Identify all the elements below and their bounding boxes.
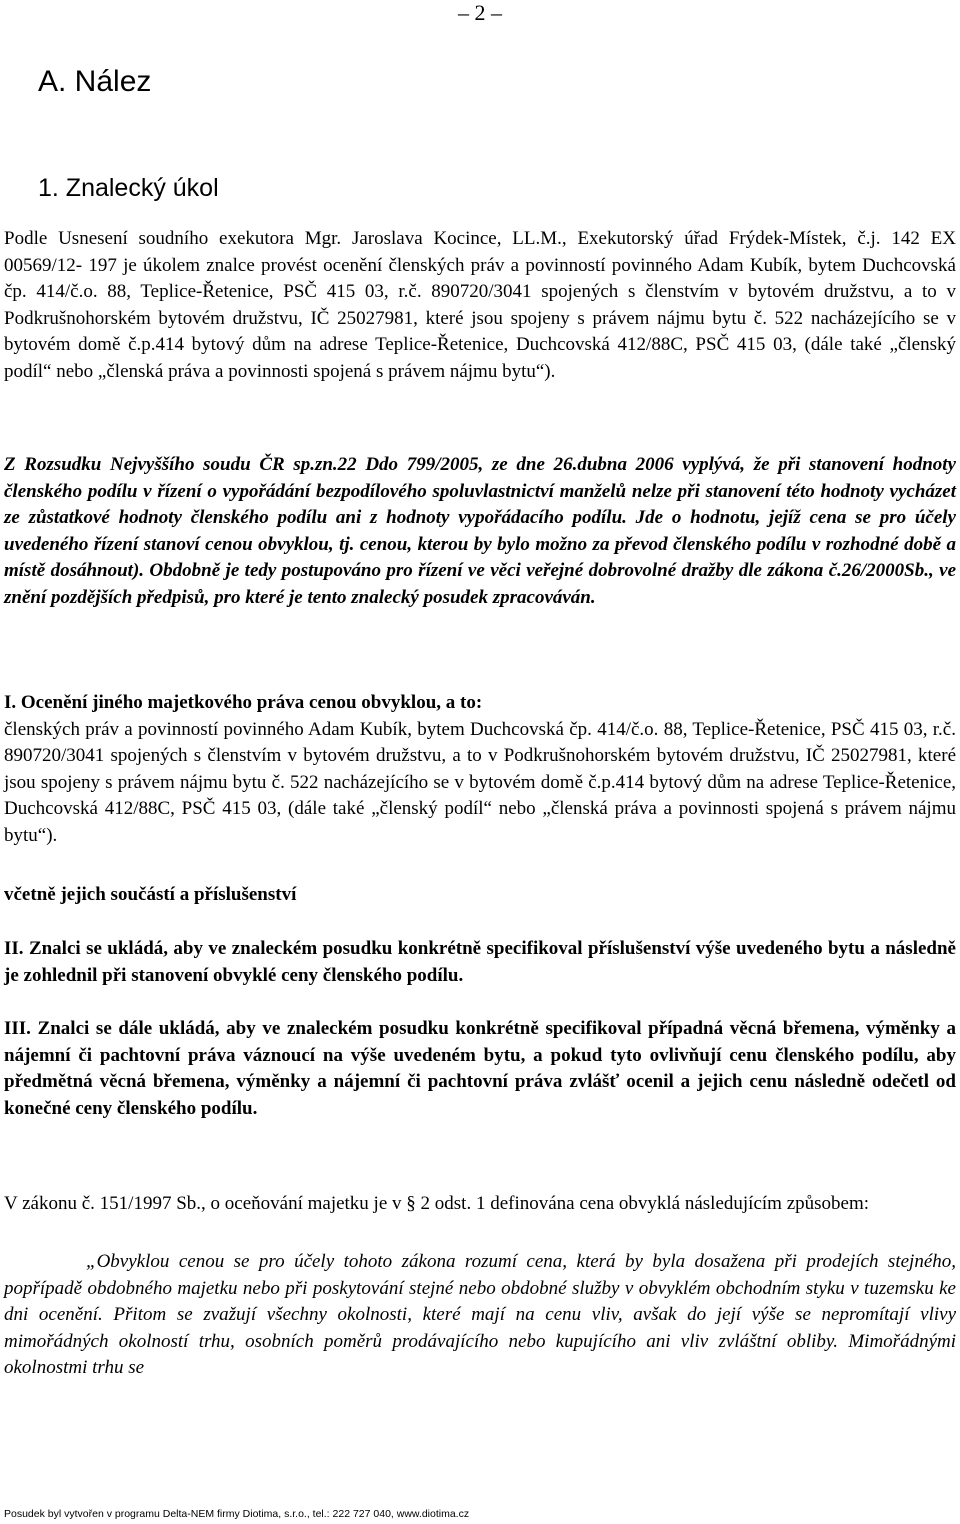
page-number: – 2 –	[458, 0, 502, 25]
task-1-heading: I. Ocenění jiného majetkového práva cenou obvyklou, a to:	[4, 692, 483, 713]
caselaw-paragraph: Z Rozsudku Nejvyššího soudu ČR sp.zn.22 Ddo 799/2005, ze dne 26.dubna 2006 vyplývá, že při stanovení hodnoty členského podílu v řízení o vypořádání bezpodílového spoluvlastnictví manželů nelze při stanovení této hodnoty vycházet ze zůstatkové hodnoty členského podílu ani z hodnoty vypořádacího podílu. Jde o hodnotu, jejíž cena se pro účely uvedeného řízení stanoví cenou obvyklou, tj. cenou, kterou by bylo možno za převod členského podílu v rozhodné době a místě dosáhnout). Obdobně je tedy postupováno pro řízení ve věci veřejné dobrovolné dražby dle zákona č.26/2000Sb., ve znění pozdějších předpisů, pro které je tento znalecký posudek zpracováván.	[4, 454, 956, 608]
task-1-text: členských práv a povinností povinného Adam Kubík, bytem Duchcovská čp. 414/č.o. 88, Teplice-Řetenice, PSČ 415 03, r.č. 890720/3041 spojených s členstvím v bytovém družstvu, a to v Podkrušnohorském bytovém družstvu, IČ 25027981, které jsou spojeny s právem nájmu bytu č. 522 nacházejícího se v bytovém domě č.p.414 bytový dům na adrese Teplice-Řetenice, Duchcovská 412/88C, PSČ 415 03, (dále také „členský podíl“ nebo „členská práva a povinnosti spojená s právem nájmu bytu“).	[4, 718, 956, 846]
law-reference-paragraph: V zákonu č. 151/1997 Sb., o oceňování majetku je v § 2 odst. 1 definována cena obvyklá následujícím způsobem:	[4, 1193, 870, 1214]
intro-paragraph: Podle Usnesení soudního exekutora Mgr. Jaroslava Kocince, LL.M., Exekutorský úřad Frýdek-Místek, č.j. 142 EX 00569/12- 197 je úkolem znalce provést ocenění členských práv a povinností povinného Adam Kubík, bytem Duchcovská čp. 414/č.o. 88, Teplice-Řetenice, PSČ 415 03, r.č. 890720/3041 spojených s členstvím v bytovém družstvu, a to v Podkrušnohorském bytovém družstvu, IČ 25027981, které jsou spojeny s právem nájmu bytu č. 522 nacházejícího se v bytovém domě č.p.414 bytový dům na adrese Teplice-Řetenice, Duchcovská 412/88C, PSČ 415 03, (dále také „členský podíl“ nebo „členská práva a povinnosti spojená s právem nájmu bytu“).	[4, 228, 956, 382]
section-heading: A. Nález	[38, 65, 152, 98]
task-3-paragraph: III. Znalci se dále ukládá, aby ve znaleckém posudku konkrétně specifikoval případná věcná břemena, výměnky a nájemní či pachtovní práva váznoucí na výše uvedeném bytu, a pokud tyto ovlivňují cenu členského podílu, aby předmětná věcná břemena, výměnky a nájemní či pachtovní práva zvlášť ocenil a jejich cenu následně odečetl od konečné ceny členského podílu.	[4, 1018, 956, 1119]
subsection-heading: 1. Znalecký úkol	[38, 174, 219, 202]
law-quote-paragraph: „Obvyklou cenou se pro účely tohoto zákona rozumí cena, která by byla dosažena při prodejích stejného, popřípadě obdobného majetku nebo při poskytování stejné nebo obdobné služby v obvyklém obchodním styku v tuzemsku ke dni ocenění. Přitom se zvažují všechny okolnosti, které mají na cenu vliv, avšak do její výše se nepromítají vlivy mimořádných okolností trhu, osobních poměrů prodávajícího nebo kupujícího ani vliv zvláštní obliby. Mimořádnými okolnostmi trhu se	[4, 1251, 956, 1378]
footer-note: Posudek byl vytvořen v programu Delta-NEM firmy Diotima, s.r.o., tel.: 222 727 040, www.diotima.cz	[4, 1508, 470, 1520]
task-1-block	[4, 690, 956, 849]
task-2-paragraph: II. Znalci se ukládá, aby ve znaleckém posudku konkrétně specifikoval příslušenství výše uvedeného bytu a následně je zohlednil při stanovení obvyklé ceny členského podílu.	[4, 938, 956, 986]
task-1-inclusion: včetně jejich součástí a příslušenství	[4, 884, 297, 905]
